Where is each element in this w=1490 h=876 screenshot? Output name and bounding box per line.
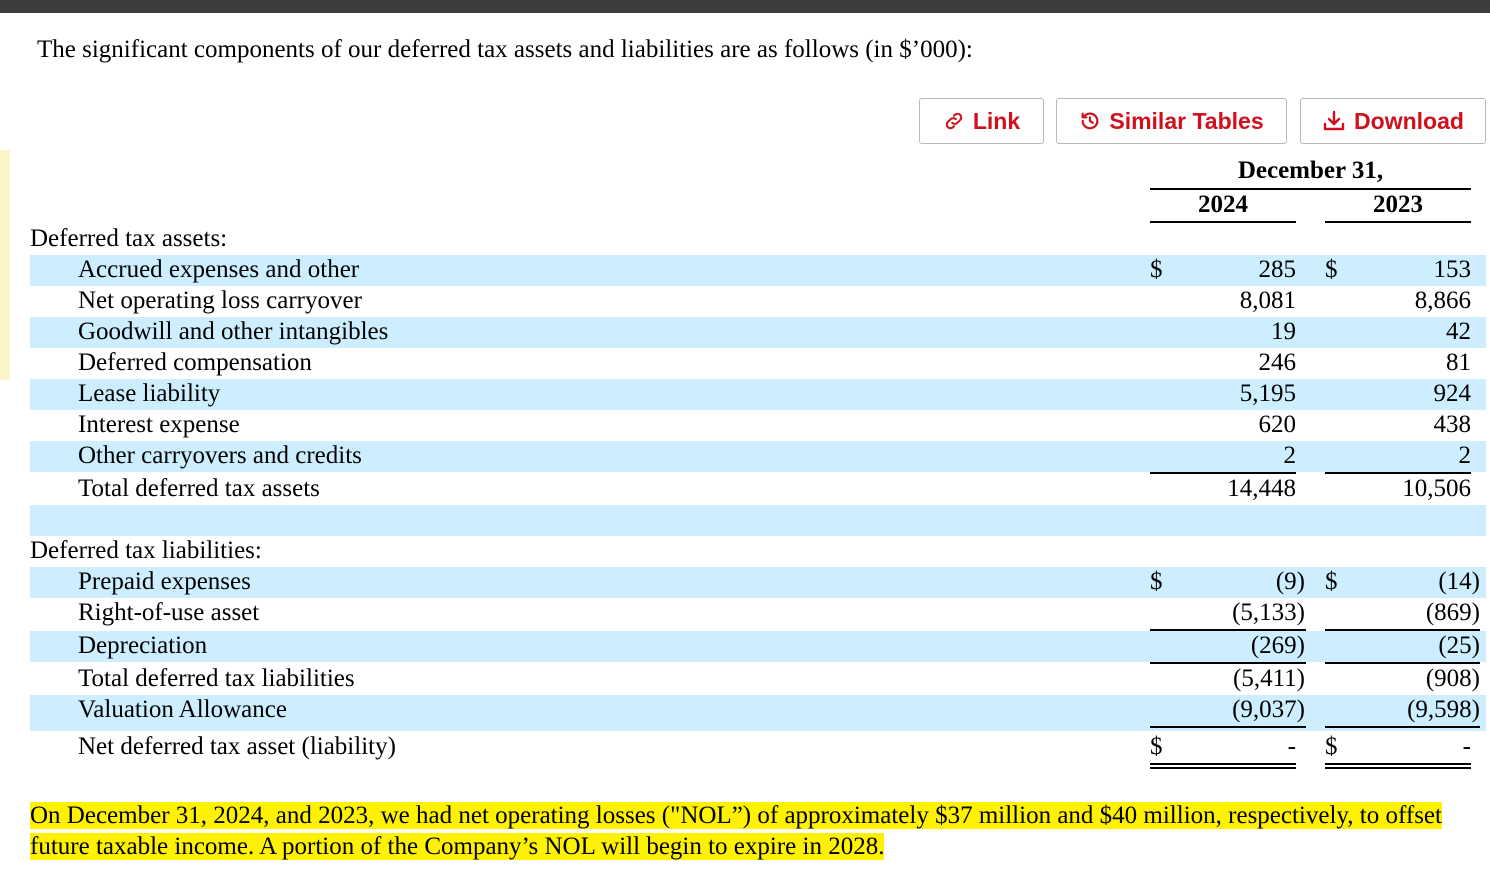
similar-tables-button[interactable]	[1056, 98, 1287, 144]
value-2024: (9)	[1275, 568, 1305, 595]
valuation-2024: (9,037)	[1232, 696, 1305, 723]
table-row-label: Other carryovers and credits	[78, 442, 362, 469]
value-2024: 2	[1283, 442, 1296, 469]
value-2023: 438	[1433, 411, 1471, 438]
footnote	[30, 800, 1490, 862]
valuation-2023: (9,598)	[1407, 696, 1480, 723]
header-period: December 31,	[1237, 157, 1384, 184]
total-liabilities-2023: (908)	[1425, 665, 1480, 692]
total-liabilities-2024: (5,411)	[1233, 665, 1305, 692]
value-2024: 5,195	[1239, 380, 1296, 407]
double-rule	[1150, 763, 1296, 769]
subtotal-rule	[1150, 472, 1296, 474]
value-2023: 2	[1458, 442, 1471, 469]
header-col-2023: 2023	[1373, 191, 1423, 218]
subtotal-rule	[1150, 726, 1306, 728]
table-row-label: Goodwill and other intangibles	[78, 318, 389, 345]
link-button-label: Link	[972, 107, 1021, 134]
similar-tables-label: Similar Tables	[1109, 107, 1264, 134]
currency-symbol: $	[1325, 568, 1338, 595]
currency-symbol: $	[1150, 568, 1163, 595]
assets-heading: Deferred tax assets:	[30, 225, 228, 252]
table-row-label: Prepaid expenses	[78, 568, 251, 595]
history-icon	[1079, 110, 1101, 132]
table-row-label: Interest expense	[78, 411, 240, 438]
total-assets-label: Total deferred tax assets	[78, 475, 320, 502]
top-bar	[0, 0, 1490, 13]
value-2024: 246	[1258, 349, 1296, 376]
header-col-2024: 2024	[1198, 191, 1248, 218]
net-2023: -	[1462, 733, 1471, 760]
total-assets-2023: 10,506	[1402, 475, 1471, 502]
table-row-label: Deferred compensation	[78, 349, 312, 376]
link-button[interactable]	[919, 98, 1044, 144]
value-2024: 19	[1271, 318, 1296, 345]
table-row-label: Net operating loss carryover	[78, 287, 362, 314]
currency-symbol: $	[1325, 256, 1338, 283]
header-rule	[1150, 188, 1471, 190]
value-2023: 42	[1446, 318, 1471, 345]
currency-symbol: $	[1150, 733, 1163, 760]
total-assets-2024: 14,448	[1227, 475, 1296, 502]
value-2023: 153	[1433, 256, 1471, 283]
net-2024: -	[1287, 733, 1296, 760]
table-row-label: Depreciation	[78, 632, 208, 659]
currency-symbol: $	[1325, 733, 1338, 760]
total-liabilities-label: Total deferred tax liabilities	[78, 665, 355, 692]
value-2024: 285	[1258, 256, 1296, 283]
value-2023: 8,866	[1414, 287, 1471, 314]
download-icon	[1322, 109, 1346, 133]
value-2024: 8,081	[1239, 287, 1296, 314]
valuation-label: Valuation Allowance	[78, 696, 287, 723]
value-2023: (25)	[1438, 632, 1480, 659]
value-2024: (5,133)	[1232, 599, 1305, 626]
liabilities-heading: Deferred tax liabilities:	[30, 537, 262, 564]
currency-symbol: $	[1150, 256, 1163, 283]
download-label: Download	[1354, 107, 1464, 134]
value-2024: 620	[1258, 411, 1296, 438]
link-icon	[943, 110, 965, 132]
left-margin-marker	[0, 150, 10, 380]
subtotal-rule	[1325, 726, 1480, 728]
double-rule	[1325, 763, 1471, 769]
subtotal-rule	[1150, 662, 1306, 664]
header-col-rule	[1150, 221, 1296, 223]
row-stripe	[30, 505, 1486, 536]
download-button[interactable]	[1300, 98, 1486, 144]
value-2023: (14)	[1438, 568, 1480, 595]
intro-text: The significant components of our deferred tax assets and liabilities are as follows (in $’000):	[37, 36, 973, 63]
table-row-label: Lease liability	[78, 380, 221, 407]
table-row-label: Right-of-use asset	[78, 599, 260, 626]
subtotal-rule	[1325, 629, 1480, 631]
table-row-label: Accrued expenses and other	[78, 256, 360, 283]
header-col-rule	[1325, 221, 1471, 223]
value-2023: (869)	[1425, 599, 1480, 626]
highlighted-note: On December 31, 2024, and 2023, we had net operating losses ("NOL”) of approximately $37 million and $40 million, respectively, to offset future taxable income. A portion of the Company’s NOL will begin to expire in 2028.	[30, 802, 1442, 860]
subtotal-rule	[1150, 629, 1306, 631]
net-label: Net deferred tax asset (liability)	[78, 733, 396, 760]
value-2024: (269)	[1250, 632, 1305, 659]
subtotal-rule	[1325, 472, 1471, 474]
value-2023: 81	[1446, 349, 1471, 376]
value-2023: 924	[1433, 380, 1471, 407]
subtotal-rule	[1325, 662, 1480, 664]
